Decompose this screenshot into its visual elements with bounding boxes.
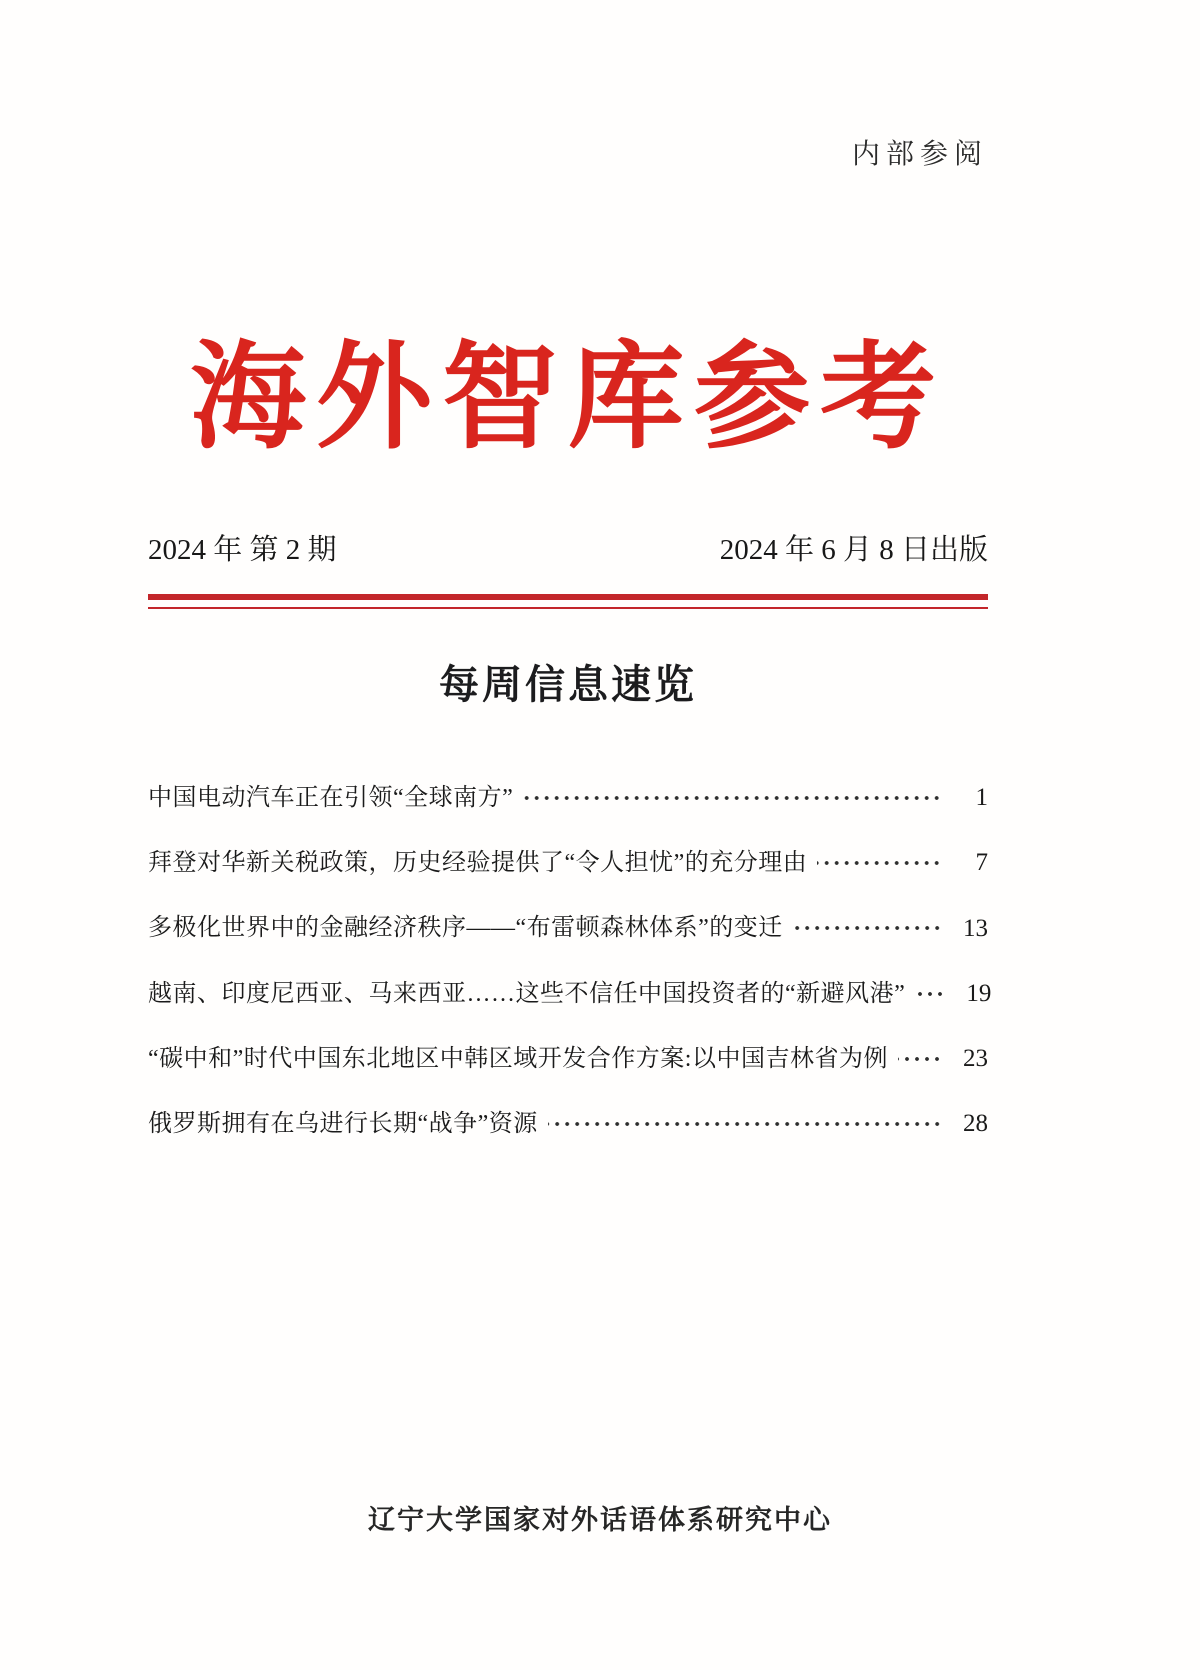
- divider-rule-thin: [148, 607, 988, 609]
- toc-page-number: 13: [963, 914, 988, 942]
- toc-item-title: 越南、印度尼西亚、马来西亚……这些不信任中国投资者的“新避风港”: [148, 980, 906, 1007]
- table-of-contents: [148, 782, 992, 1140]
- toc-item-title: “碳中和”时代中国东北地区中韩区域开发合作方案:以中国吉林省为例: [148, 1045, 888, 1072]
- divider-rule-thick: [148, 594, 988, 600]
- toc-leader-dots: [898, 1047, 942, 1071]
- toc-leader-dots: [817, 851, 942, 875]
- footer-institution: 辽宁大学国家对外话语体系研究中心: [368, 1505, 832, 1535]
- toc-row: [148, 1108, 988, 1139]
- toc-page-number: 1: [975, 784, 988, 812]
- toc-leader-dots: [793, 916, 942, 940]
- issue-row: [148, 527, 988, 568]
- divider-rule: [148, 594, 988, 609]
- toc-page-number: 23: [963, 1045, 988, 1073]
- toc-row: [148, 782, 988, 813]
- section-heading: 每周信息速览: [439, 663, 697, 708]
- publication-title: 海外智库参考: [190, 335, 946, 463]
- toc-page-number: 28: [963, 1110, 988, 1138]
- toc-leader-dots: [523, 786, 942, 810]
- toc-item-title: 拜登对华新关税政策，历史经验提供了“令人担忧”的充分理由: [148, 850, 808, 877]
- toc-row: [148, 978, 992, 1009]
- toc-row: [148, 913, 988, 944]
- toc-item-title: 多极化世界中的金融经济秩序——“布雷顿森林体系”的变迁: [148, 915, 783, 942]
- internal-reference-label: 内部参阅: [851, 139, 988, 170]
- toc-leader-dots: [548, 1112, 942, 1136]
- issue-number: 2024 年 第 2 期: [148, 534, 337, 567]
- toc-item-title: 俄罗斯拥有在乌进行长期“战争”资源: [148, 1111, 538, 1138]
- toc-item-title: 中国电动汽车正在引领“全球南方”: [148, 784, 514, 811]
- toc-page-number: 19: [966, 979, 992, 1007]
- toc-row: [148, 847, 988, 878]
- toc-row: [148, 1043, 988, 1074]
- toc-leader-dots: [915, 982, 945, 1006]
- toc-page-number: 7: [975, 849, 988, 877]
- publication-date: 2024 年 6 月 8 日出版: [719, 534, 988, 567]
